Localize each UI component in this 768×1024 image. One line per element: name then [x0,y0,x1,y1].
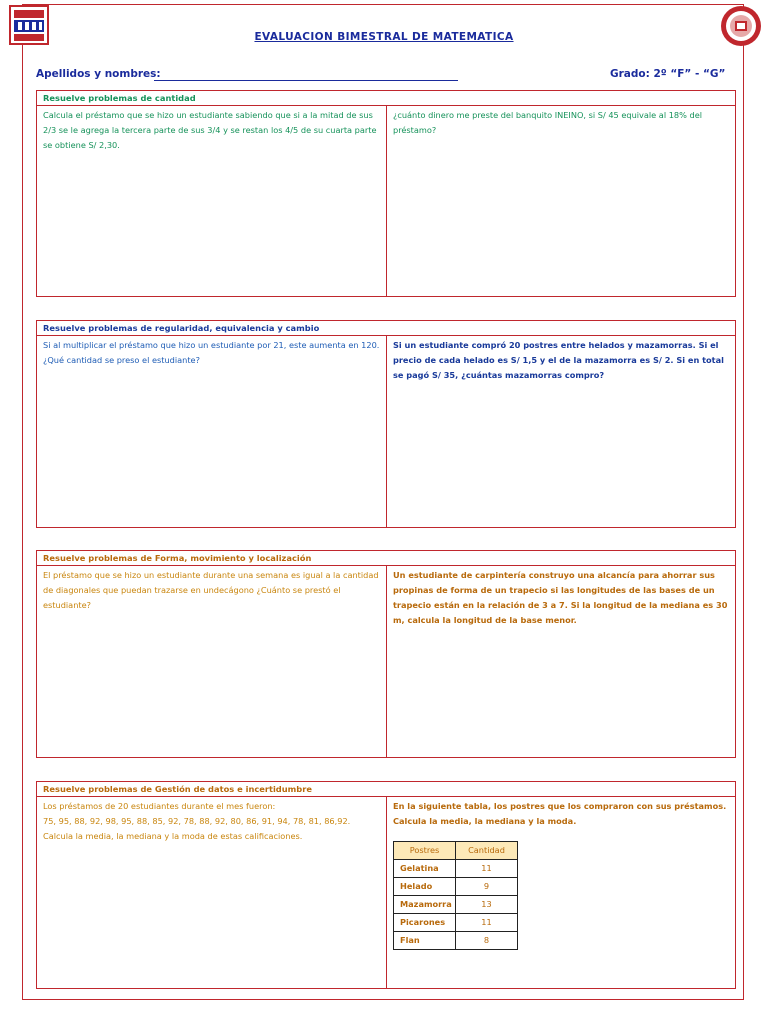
table-row [394,878,518,896]
section-datos [36,781,736,989]
problem-statement: En la siguiente tabla, los postres que los compraron con sus préstamos. Calcula la media, la mediana y la moda. [393,801,727,826]
section-title: Resuelve problemas de regularidad, equivalencia y cambio [37,321,735,336]
problem-text-left: Calcula el préstamo que se hizo un estudiante sabiendo que si a la mitad de sus 2/3 se le agrega la tercera parte de sus 3/4 y se restan los 4/5 de su cuarta parte se obtiene S/ 2,30. [37,106,387,296]
section-title: Resuelve problemas de Forma, movimiento y localización [37,551,735,566]
table-header-row [394,842,518,860]
table-row [394,896,518,914]
section-forma [36,550,736,758]
dessert-name: Flan [394,932,456,950]
dessert-quantity: 11 [456,860,518,878]
dessert-name: Helado [394,878,456,896]
table-row [394,932,518,950]
problem-text-left: Si al multiplicar el préstamo que hizo un estudiante por 21, este aumenta en 120. ¿Qué cantidad se preso el estudiante? [37,336,387,527]
dessert-name: Picarones [394,914,456,932]
dessert-quantity: 8 [456,932,518,950]
problem-text-right: Si un estudiante compró 20 postres entre helados y mazamorras. Si el precio de cada helado es S/ 1,5 y el de la mazamorra es S/ 2. Si en total se pagó S/ 35, ¿cuántas mazamorras compro? [393,340,724,380]
grade-label: Grado: 2º “F” - “G” [610,68,726,80]
dessert-quantity: 13 [456,896,518,914]
problem-text-right: ¿cuánto dinero me preste del banquito INEINO, si S/ 45 equivale al 18% del préstamo? [393,110,703,135]
problem-text-right: Un estudiante de carpintería construyo una alcancía para ahorrar sus propinas de forma de un trapecio si las longitudes de las bases de un trapecio están en la relación de 3 a 7. Si la longitud de la mediana es 30 m, calcula la longitud de la base menor. [393,570,728,625]
column-header: Postres [394,842,456,860]
problem-line: Los préstamos de 20 estudiantes durante el mes fueron: [43,801,276,811]
dessert-name: Mazamorra [394,896,456,914]
table-row [394,914,518,932]
problem-text-right [387,797,735,988]
dessert-table [393,841,518,950]
name-input-line[interactable] [154,80,458,81]
problem-line: Calcula la media, la mediana y la moda de estas calificaciones. [43,831,303,841]
dessert-name: Gelatina [394,860,456,878]
section-title: Resuelve problemas de Gestión de datos e incertidumbre [37,782,735,797]
problem-line: 75, 95, 88, 92, 98, 95, 88, 85, 92, 78, 88, 92, 80, 86, 91, 94, 78, 81, 86,92. [43,816,351,826]
name-label: Apellidos y nombres: [36,68,161,80]
dessert-quantity: 9 [456,878,518,896]
table-row [394,860,518,878]
section-regularidad [36,320,736,528]
dessert-quantity: 11 [456,914,518,932]
page-title: EVALUACION BIMESTRAL DE MATEMATICA [254,31,514,43]
section-title: Resuelve problemas de cantidad [37,91,735,106]
problem-text-left [37,797,387,988]
column-header: Cantidad [456,842,518,860]
problem-text-left: El préstamo que se hizo un estudiante durante una semana es igual a la cantidad de diagonales que puedan trazarse en undecágono ¿Cuánto se prestó el estudiante? [37,566,387,757]
section-cantidad [36,90,736,297]
